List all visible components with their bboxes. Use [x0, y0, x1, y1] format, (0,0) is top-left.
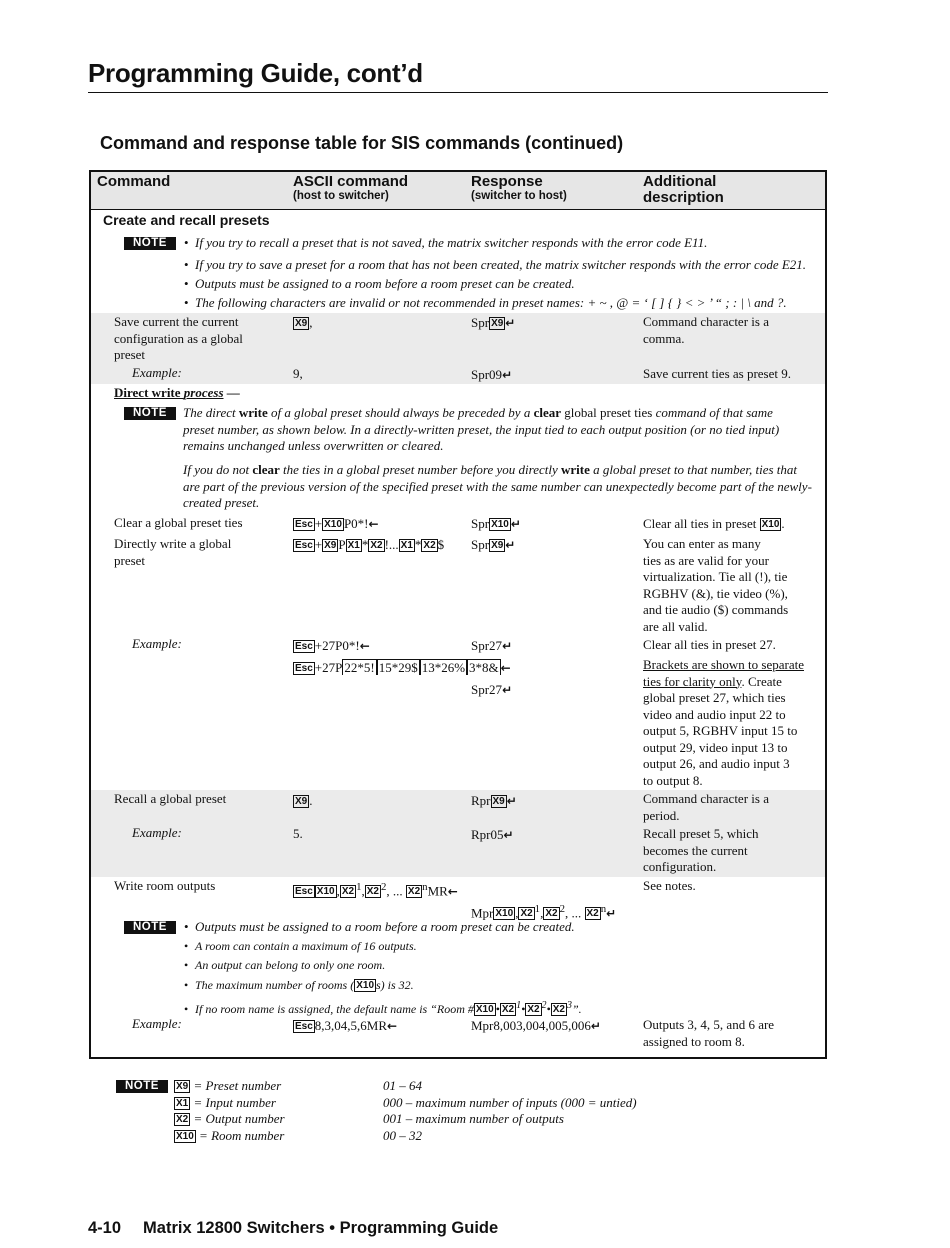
save-ascii: X9 , — [295, 315, 313, 330]
legend-key-room: X10 = Room number — [176, 1128, 285, 1143]
enter-icon: ↵ — [505, 538, 516, 552]
header-additional-2: description — [643, 189, 724, 206]
legend-range-input: 000 – maximum number of inputs (000 = untied) — [383, 1095, 637, 1110]
save-response: Spr X9 ↵ — [471, 315, 516, 330]
page-footer — [88, 1219, 498, 1238]
header-response-sub: (switcher to host) — [471, 190, 567, 202]
x9-key: X9 — [491, 540, 504, 551]
arrow-icon: ← — [387, 1019, 398, 1033]
write-example-description-2: Brackets are shown to separate ties for clarity only. Create global preset 27, which ties video and audio input 22 to output 5, RGBHV input 15 to output 29, video input 13 to output 26, and audio input 3 to output 8. — [643, 657, 804, 788]
room-command: Write room outputs — [114, 878, 216, 893]
room-note-3: • An output can belong to only one room. — [184, 958, 386, 972]
footer-page-number: 4-10 — [88, 1219, 122, 1237]
recall-description: Command character is a period. — [643, 791, 769, 823]
room-note-2: • A room can contain a maximum of 16 outputs. — [184, 939, 417, 953]
x2-key: X2 — [520, 908, 533, 920]
room-example-description: Outputs 3, 4, 5, and 6 are assigned to room 8. — [643, 1017, 775, 1049]
x9-key: X9 — [295, 796, 308, 807]
recall-command: Recall a global preset — [114, 791, 227, 806]
esc-key: Esc — [295, 519, 313, 530]
x10-key: X10 — [475, 1004, 494, 1015]
footer-text: Matrix 12800 Switchers • Programming Guide — [143, 1219, 499, 1237]
recall-example-response: Rpr05↵ — [471, 827, 514, 842]
x2-key: X2 — [552, 1004, 565, 1015]
write-example-response-2: Spr27↵ — [471, 682, 513, 697]
recall-example-label: Example: — [132, 825, 182, 840]
write-example-ascii-2: Esc +27P 22*5! 15*29$ 13*26% 3*8& ← — [295, 660, 511, 675]
room-response: Mpr X10 , X2 $^1$, X2 $^2$, ... X2 $^n$↵ — [471, 903, 617, 921]
room-description: See notes. — [643, 878, 696, 893]
clear-command: Clear a global preset ties — [114, 515, 243, 530]
recall-example-ascii: 5. — [293, 826, 303, 841]
note-badge-2: NOTE — [124, 407, 176, 420]
arrow-icon: ← — [359, 639, 370, 653]
x2-key: X2 — [545, 908, 558, 920]
x2-key: X2 — [527, 1004, 540, 1015]
note1-item-2: • If you try to save a preset for a room that has not been created, the matrix switcher responds with the error code E21. — [184, 257, 807, 272]
arrow-icon: ← — [447, 884, 458, 899]
x10-key: X10 — [356, 980, 375, 991]
enter-icon: ↵ — [505, 316, 516, 330]
esc-key: Esc — [295, 886, 313, 898]
write-ascii: Esc + X9 P X1 * X2 !... X1 * X2 $ — [295, 537, 445, 552]
x2-key: X2 — [423, 540, 436, 551]
x2-key: X2 — [370, 540, 383, 551]
recall-response: Rpr X9 ↵ — [471, 793, 517, 808]
save-example-label: Example: — [132, 365, 182, 380]
room-ascii: Esc X10 , X2 $^1$, X2 $^2$, ... X2 $^n$MR← — [295, 881, 458, 899]
x10-key: X10 — [316, 886, 335, 898]
x9-key: X9 — [295, 318, 308, 329]
header-response — [471, 174, 567, 203]
x10-key: X10 — [495, 908, 514, 920]
x2-key: X2 — [501, 1004, 515, 1015]
x10-key: X10 — [491, 519, 509, 530]
write-example-ascii-1: Esc +27P0*!← — [295, 638, 370, 653]
enter-icon: ↵ — [590, 1019, 601, 1033]
note-badge-1: NOTE — [124, 237, 176, 250]
header-ascii-sub: (host to switcher) — [293, 190, 389, 202]
page-title: Programming Guide, cont’d — [88, 58, 423, 88]
header-additional — [643, 174, 724, 206]
enter-icon: ↵ — [502, 368, 513, 382]
esc-key: Esc — [295, 1021, 313, 1032]
header-ascii-title: ASCII command — [293, 173, 409, 190]
esc-key: Esc — [295, 663, 313, 674]
legend-range-preset: 01 – 64 — [383, 1078, 422, 1093]
room-example-response: Mpr8,003,004,005,006↵ — [471, 1018, 601, 1033]
enter-icon: ↵ — [503, 828, 514, 842]
note1-item-4: • The following characters are invalid or not recommended in preset names: + ~ , @ = ‘ [ ] { } < > ’ “ ; : | \ and ?. — [184, 295, 787, 310]
direct-note-1: The direct write of a global preset should always be preceded by a clear global preset ties command of that same preset number, as shown below. In a directly-written preset, the input tied to each output position (or no tied input) remains unchanged unless overwritten or cleared. — [183, 405, 780, 453]
table-heading: Command and response table for SIS commands (continued) — [100, 133, 624, 153]
recall-example-description: Recall preset 5, which becomes the current configuration. — [643, 826, 759, 874]
recall-ascii: X9 . — [295, 793, 313, 808]
header-additional-1: Additional — [643, 173, 717, 190]
clear-response: Spr X10 ↵ — [471, 516, 521, 531]
x10-key: X10 — [761, 519, 780, 530]
room-note-1: • Outputs must be assigned to a room before a room preset can be created. — [184, 919, 575, 934]
save-example-response: Spr09↵ — [471, 367, 513, 382]
note1-item-1: • If you try to recall a preset that is not saved, the matrix switcher responds with the error code E11. — [184, 235, 708, 250]
direct-note-2: If you do not clear the ties in a global preset number before you directly write a global preset to that number, ties that are part of the previous version of the specified preset with the same number can unexpectedly become part of the newly- created preset. — [183, 462, 812, 510]
x2-key: X2 — [586, 908, 599, 920]
title-rule — [88, 92, 828, 93]
write-example-response-1: Spr27↵ — [471, 638, 513, 653]
legend-key-input: X1 = Input number — [176, 1095, 276, 1110]
x1-key: X1 — [400, 540, 413, 551]
x9-key: X9 — [491, 318, 504, 329]
legend-range-output: 001 – maximum number of outputs — [383, 1111, 564, 1126]
legend-key-output: X2 = Output number — [176, 1111, 285, 1126]
clear-description: Clear all ties in preset X10 . — [643, 516, 785, 531]
enter-icon: ↵ — [506, 794, 517, 808]
x1-key: X1 — [347, 540, 360, 551]
clear-ascii: Esc + X10 P0*!← — [295, 516, 379, 531]
esc-key: Esc — [295, 641, 313, 652]
legend-key-preset: X9 = Preset number — [176, 1078, 282, 1093]
x9-key: X9 — [324, 540, 337, 551]
note1-item-3: • Outputs must be assigned to a room before a room preset can be created. — [184, 276, 575, 291]
arrow-icon: ← — [500, 661, 511, 675]
header-command: Command — [97, 173, 171, 190]
enter-icon: ↵ — [502, 639, 513, 653]
x2-key: X2 — [366, 886, 379, 898]
legend-range-room: 00 – 32 — [383, 1128, 422, 1143]
x2-key: X2 — [407, 886, 421, 898]
save-command: Save current the current configuration as a global preset — [114, 314, 243, 362]
save-description: Command character is a comma. — [643, 314, 769, 346]
room-note-4: • The maximum number of rooms ( X10 s) is 32. — [184, 978, 414, 992]
write-command: Directly write a global preset — [114, 536, 232, 568]
direct-write-heading: Direct write process — — [114, 385, 240, 400]
write-example-label: Example: — [132, 636, 182, 651]
enter-icon: ↵ — [502, 683, 513, 697]
enter-icon: ↵ — [510, 517, 521, 531]
save-example-ascii: 9, — [293, 366, 303, 381]
esc-key: Esc — [295, 540, 313, 551]
header-ascii — [293, 174, 408, 203]
write-response: Spr X9 ↵ — [471, 537, 516, 552]
write-description: You can enter as many ties as are valid for your virtualization. Tie all (!), tie RGBHV (&), tie video (%), and tie audio ($) commands are all valid. — [643, 536, 789, 634]
section-create-recall: Create and recall presets — [103, 212, 270, 228]
room-example-ascii: Esc 8,3,04,5,6MR← — [295, 1018, 398, 1033]
x2-key: X2 — [341, 886, 355, 898]
note-badge-legend: NOTE — [116, 1080, 168, 1093]
header-response-title: Response — [471, 173, 543, 190]
write-example-description-1: Clear all ties in preset 27. — [643, 637, 776, 652]
save-example-description: Save current ties as preset 9. — [643, 366, 792, 381]
note-badge-3: NOTE — [124, 921, 176, 934]
x9-key: X9 — [492, 796, 505, 807]
enter-icon: ↵ — [606, 906, 617, 921]
room-example-label: Example: — [132, 1016, 182, 1031]
room-note-5: • If no room name is assigned, the default name is “Room # X10 • X2 $^1$• X2 $^2$• X2 $^3$”. — [184, 1000, 582, 1016]
x10-key: X10 — [324, 519, 342, 530]
arrow-icon: ← — [368, 517, 379, 531]
